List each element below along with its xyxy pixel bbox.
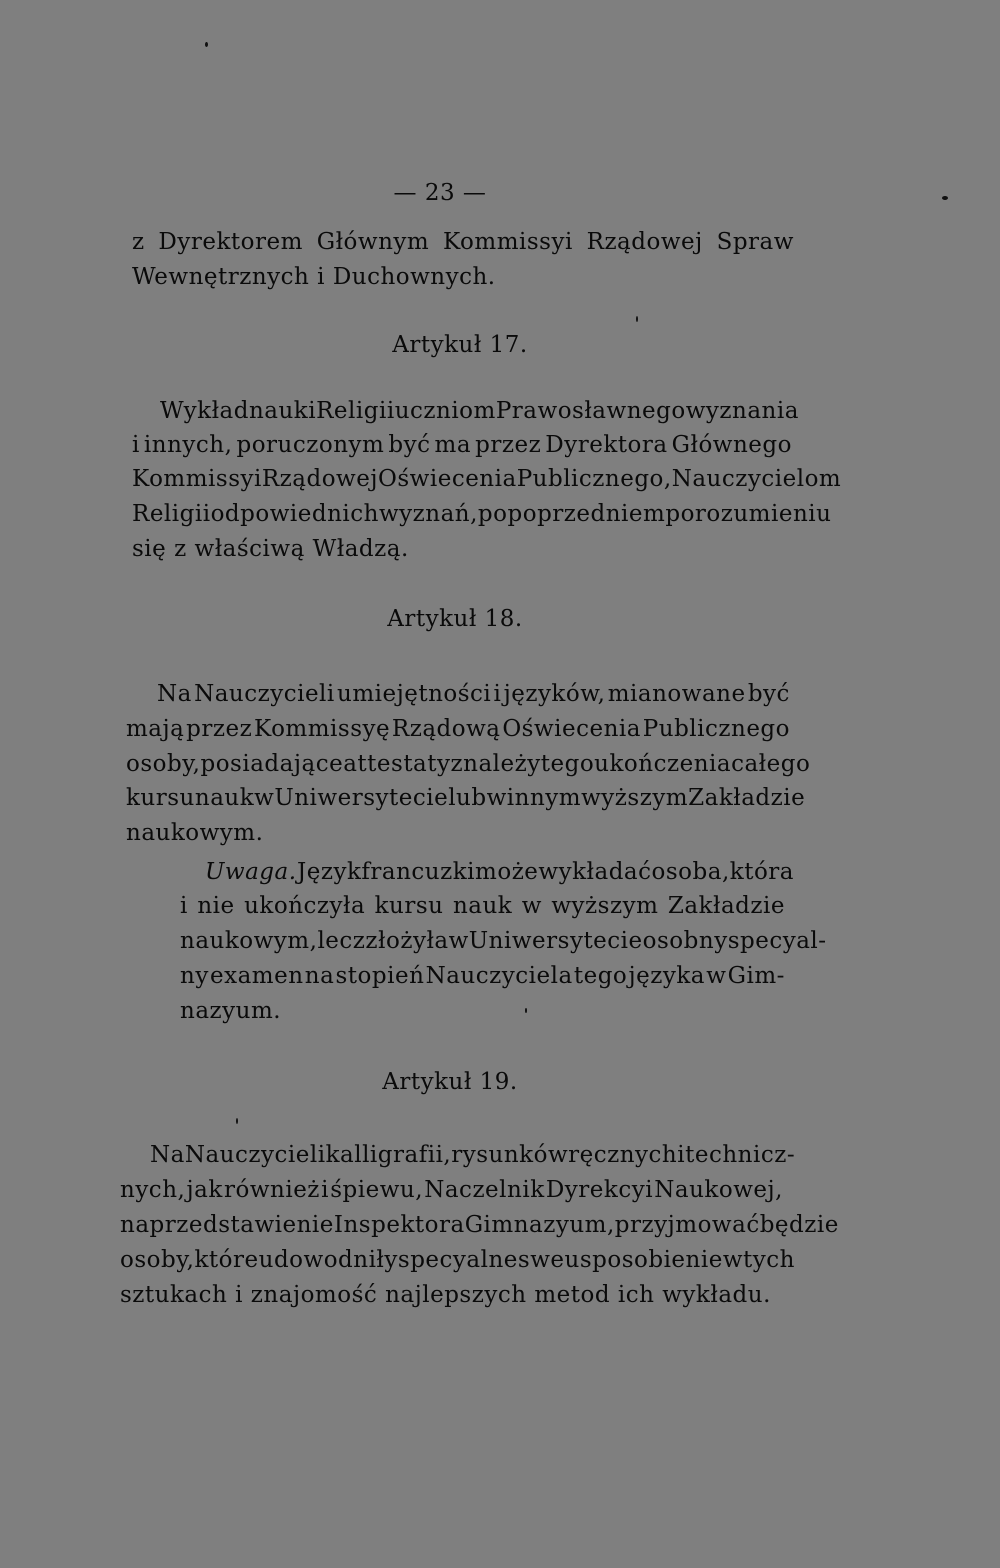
word: złożyła <box>365 928 449 954</box>
scan-speck <box>525 1008 527 1013</box>
word: Nauczycielom <box>671 466 842 492</box>
word: lecz <box>317 928 366 954</box>
word: umiejętności <box>337 681 492 707</box>
word: przyjmować <box>614 1212 760 1238</box>
article-19-line-4 <box>120 1245 795 1275</box>
word: Głównym <box>316 229 430 255</box>
word: również <box>224 1177 320 1203</box>
word: Uniwersytecie <box>274 785 449 811</box>
word: przedstawienie <box>149 1212 334 1238</box>
word: śpiewu, <box>330 1177 424 1203</box>
article-17-line-3 <box>132 464 842 494</box>
word: i <box>321 1177 329 1203</box>
article-17-line-1 <box>160 396 799 426</box>
note-first-text <box>297 857 795 887</box>
article-17-heading: Artykuł 17. <box>392 332 528 358</box>
word: naukowym, <box>180 928 318 954</box>
word: Dyrektorem <box>158 229 303 255</box>
word: Rządową <box>391 716 501 742</box>
word: Rządowej <box>586 229 703 255</box>
word: tego <box>573 963 628 989</box>
word: Gimnazyum, <box>464 1212 615 1238</box>
article-19-line-1 <box>150 1140 796 1170</box>
word: w <box>722 1247 744 1273</box>
page-number: — 23 — <box>393 180 487 206</box>
word: Wykład <box>160 398 249 424</box>
word: nauk <box>452 893 513 919</box>
word: z <box>450 751 464 777</box>
word: stopień <box>335 963 425 989</box>
article-18-heading: Artykuł 18. <box>387 606 523 632</box>
word: Kommissyi <box>132 466 262 492</box>
article-17-line-5: się z właściwą Władzą. <box>132 536 409 562</box>
word: i <box>180 893 188 919</box>
scan-speck <box>236 1118 238 1124</box>
article-19-heading: Artykuł 19. <box>382 1069 518 1095</box>
word: osoby, <box>126 751 201 777</box>
word: osoba, <box>651 859 730 885</box>
word: innym <box>506 785 582 811</box>
word: Nauczycieli <box>184 1142 326 1168</box>
word: i <box>132 432 140 458</box>
word: i <box>493 681 502 707</box>
word: ny <box>180 963 209 989</box>
word: Dyrekcyi <box>545 1177 654 1203</box>
word: Inspektora <box>333 1212 465 1238</box>
word: i <box>677 1142 686 1168</box>
word: ukończenia <box>594 751 732 777</box>
word: francuzki <box>361 859 476 885</box>
word: języków, <box>503 681 606 707</box>
word: nie <box>197 893 235 919</box>
word: Oświecenia <box>378 466 517 492</box>
word: odpowiednich <box>210 501 379 527</box>
word: Nauczyciela <box>425 963 573 989</box>
word: Publicznego, <box>516 466 672 492</box>
note-line-1 <box>205 857 795 887</box>
article-19-line-3 <box>120 1210 839 1240</box>
word: examen <box>210 963 304 989</box>
word: nauk <box>194 785 255 811</box>
word: nauki <box>248 398 317 424</box>
word: innych, <box>143 432 233 458</box>
word: w <box>448 928 469 954</box>
word: Na <box>157 681 192 707</box>
word: Nauczycieli <box>194 681 335 707</box>
word: może <box>475 859 539 885</box>
article-17-line-4 <box>132 499 832 529</box>
word: poprzedniem <box>507 501 666 527</box>
word: w <box>706 963 727 989</box>
word: porozumieniu <box>665 501 832 527</box>
word: która <box>729 859 795 885</box>
word: Na <box>150 1142 185 1168</box>
word: Spraw <box>716 229 794 255</box>
word: na <box>304 963 335 989</box>
word: posiadające <box>200 751 344 777</box>
word: wyznań, <box>378 501 478 527</box>
word: kalligrafii, <box>325 1142 452 1168</box>
note-label: Uwaga. <box>205 859 297 885</box>
word: attestaty <box>343 751 451 777</box>
article-19-line-5: sztukach i znajomość najlepszych metod ich wykładu. <box>120 1282 771 1308</box>
word: ukończyła <box>244 893 366 919</box>
article-18-line-2 <box>126 714 790 744</box>
word: Naczelnik <box>424 1177 545 1203</box>
word: być <box>747 681 790 707</box>
word: po <box>477 501 508 527</box>
article-18-line-1 <box>157 679 790 709</box>
word: wykładać <box>538 859 652 885</box>
word: Publicznego <box>642 716 790 742</box>
word: Zakładzie <box>667 893 785 919</box>
word: mianowane <box>607 681 746 707</box>
word: uczniom <box>394 398 496 424</box>
word: mają <box>126 716 185 742</box>
word: z <box>132 229 145 255</box>
scan-speck <box>942 196 948 200</box>
article-19-line-2 <box>120 1175 783 1205</box>
intro-line-1 <box>132 227 794 257</box>
word: swe <box>517 1247 565 1273</box>
word: wyższym <box>551 893 659 919</box>
article-17-line-2 <box>132 430 792 460</box>
word: Oświecenia <box>502 716 641 742</box>
word: kursu <box>374 893 444 919</box>
word: Dyrektora <box>545 432 668 458</box>
word: Rządowej <box>261 466 378 492</box>
word: udowodniły <box>258 1247 398 1273</box>
word: w <box>486 785 507 811</box>
word: całego <box>731 751 811 777</box>
word: Religii <box>132 501 211 527</box>
note-line-2 <box>180 891 785 921</box>
word: tych <box>743 1247 795 1273</box>
note-line-4 <box>180 961 785 991</box>
word: poruczonym <box>236 432 385 458</box>
article-18-line-3 <box>126 749 811 779</box>
word: specyalne <box>397 1247 518 1273</box>
word: Gim- <box>727 963 785 989</box>
word: przez <box>186 716 253 742</box>
word: być <box>388 432 431 458</box>
scan-speck <box>636 316 638 322</box>
word: ma <box>434 432 472 458</box>
word: kursu <box>126 785 195 811</box>
word: specyal- <box>727 928 827 954</box>
word: usposobienie <box>564 1247 723 1273</box>
word: ręcznych <box>568 1142 678 1168</box>
word: Głównego <box>671 432 792 458</box>
note-line-5: nazyum. <box>180 998 282 1024</box>
word: w <box>521 893 542 919</box>
word: przez <box>475 432 542 458</box>
word: osoby, <box>120 1247 195 1273</box>
word: Zakładzie <box>688 785 806 811</box>
intro-line-2: Wewnętrznych i Duchownych. <box>132 264 496 290</box>
word: Język <box>297 859 362 885</box>
word: Naukowej, <box>654 1177 783 1203</box>
word: będzie <box>759 1212 839 1238</box>
article-18-line-5: naukowym. <box>126 820 264 846</box>
word: Kommissyi <box>442 229 573 255</box>
article-18-line-4 <box>126 783 806 813</box>
word: Kommissyę <box>254 716 391 742</box>
word: należytego <box>463 751 595 777</box>
scan-speck <box>205 42 208 47</box>
word: Religii <box>316 398 395 424</box>
word: technicz- <box>685 1142 796 1168</box>
word: które <box>194 1247 259 1273</box>
word: w <box>254 785 275 811</box>
word: osobny <box>642 928 728 954</box>
note-line-3 <box>180 926 827 956</box>
word: wyznania <box>685 398 799 424</box>
word: na <box>120 1212 150 1238</box>
word: lub <box>448 785 487 811</box>
word: nych, <box>120 1177 186 1203</box>
word: Uniwersytecie <box>468 928 643 954</box>
word: wyższym <box>581 785 689 811</box>
word: jak <box>186 1177 223 1203</box>
word: języka <box>628 963 706 989</box>
word: rysunków <box>451 1142 569 1168</box>
word: Prawosławnego <box>495 398 686 424</box>
